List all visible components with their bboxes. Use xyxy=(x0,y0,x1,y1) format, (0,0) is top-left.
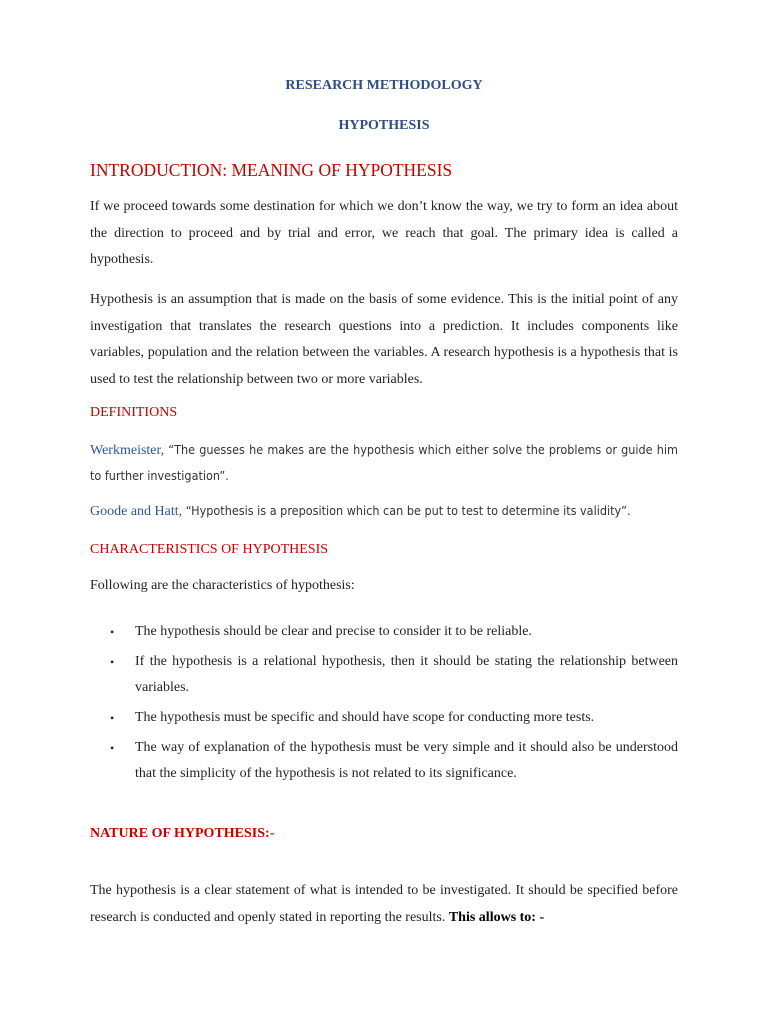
definition-author: Werkmeister, xyxy=(90,443,165,458)
definitions-heading: DEFINITIONS xyxy=(90,405,178,420)
list-item xyxy=(90,735,678,787)
list-item xyxy=(90,649,678,701)
bullet-icon: • xyxy=(110,625,115,639)
intro-paragraph-2: Hypothesis is an assumption that is made on the basis of some evidence. This is the initial point of any investigation that translates the research questions into a prediction. It includes components like variables, population and the relation between the variables. A research hypothesis is a hypothesis that is used to test the relationship between two or more variables. xyxy=(90,292,678,387)
nature-paragraph xyxy=(90,878,678,931)
bullet-icon: • xyxy=(110,711,115,725)
definition-item xyxy=(90,437,678,489)
list-item xyxy=(90,619,678,645)
characteristics-heading: CHARACTERISTICS OF HYPOTHESIS xyxy=(90,542,329,557)
list-item-text: The hypothesis must be specific and should have scope for conducting more tests. xyxy=(135,710,595,725)
nature-bold-text: This allows to: - xyxy=(448,909,545,925)
bullet-icon: • xyxy=(110,741,115,755)
list-item-text: The hypothesis should be clear and precise to consider it to be reliable. xyxy=(135,624,532,639)
intro-heading: INTRODUCTION: MEANING OF HYPOTHESIS xyxy=(90,160,453,180)
intro-paragraph-1: If we proceed towards some destination for which we don’t know the way, we try to form an idea about the direction to proceed and by trial and error, we reach that goal. The primary idea is called a hypothesis. xyxy=(90,199,678,267)
characteristics-intro: Following are the characteristics of hypothesis: xyxy=(90,578,355,593)
nature-heading: NATURE OF HYPOTHESIS:- xyxy=(90,826,275,841)
bullet-icon: • xyxy=(110,655,115,669)
definition-author: Goode and Hatt, xyxy=(90,504,183,519)
document-title: RESEARCH METHODOLOGY xyxy=(285,78,483,93)
document-subtitle: HYPOTHESIS xyxy=(338,118,430,133)
list-item xyxy=(90,705,678,731)
definition-text: “The guesses he makes are the hypothesis which either solve the problems or guide him to further investigation”. xyxy=(90,442,678,483)
list-item-text: The way of explanation of the hypothesis must be very simple and it should also be understood that the simplicity of the hypothesis is not related to its significance. xyxy=(135,740,678,781)
definition-text: “Hypothesis is a preposition which can be put to test to determine its validity”. xyxy=(182,503,631,518)
characteristics-list xyxy=(90,619,678,791)
definition-item xyxy=(90,498,678,524)
nature-text: The hypothesis is a clear statement of what is intended to be investigated. It should be specified before research is conducted and openly stated in reporting the results. xyxy=(90,883,678,925)
list-item-text: If the hypothesis is a relational hypothesis, then it should be stating the relationship between variables. xyxy=(135,654,678,695)
